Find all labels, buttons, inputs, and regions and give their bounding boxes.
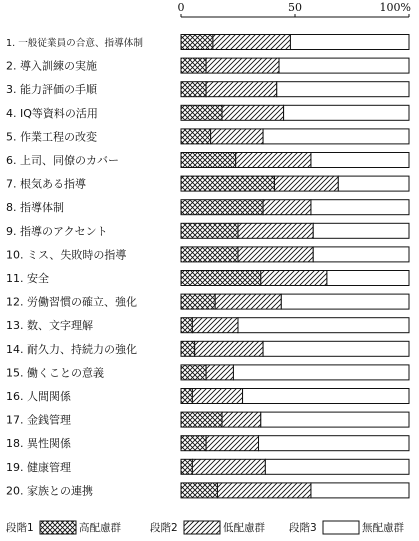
bar-segment-3 (313, 223, 409, 238)
bar-segment-3 (338, 176, 409, 191)
legend-stage: 段階1 (6, 522, 34, 534)
bar-segment-3 (243, 389, 409, 404)
category-label: 18. 異性関係 (6, 437, 71, 451)
category-label: 8. 指導体制 (6, 201, 64, 215)
bar-segment-2 (206, 436, 258, 451)
bar-segment-2 (195, 341, 263, 356)
category-label: 14. 耐久力、持続力の強化 (6, 342, 137, 356)
bar-segment-1 (181, 153, 236, 168)
bar-segment-3 (259, 436, 409, 451)
legend (6, 521, 404, 534)
x-axis (178, 1, 412, 17)
bar-segment-2 (192, 389, 242, 404)
bar-segment-1 (181, 105, 222, 120)
bar-segment-3 (238, 318, 409, 333)
bar-segment-1 (181, 459, 192, 474)
legend-label: 無配慮群 (362, 522, 404, 534)
bar-segment-2 (222, 105, 284, 120)
bar-segment-2 (206, 58, 279, 73)
bar-segment-3 (263, 129, 409, 144)
legend-swatch (323, 521, 359, 534)
category-label: 3. 能力評価の手順 (6, 83, 97, 97)
bar-segment-3 (265, 459, 409, 474)
bar-segment-2 (215, 294, 281, 309)
bar-segment-2 (261, 271, 327, 286)
bar-segment-1 (181, 271, 261, 286)
bar-segment-2 (238, 223, 313, 238)
bar-segment-3 (281, 294, 409, 309)
category-label: 11. 安全 (6, 272, 49, 285)
bar-segment-3 (261, 412, 409, 427)
category-label: 19. 健康管理 (6, 460, 71, 474)
bar-segment-2 (213, 35, 291, 50)
bar-segment-3 (290, 35, 409, 50)
bar-segment-3 (313, 247, 409, 262)
category-label: 10. ミス、失敗時の指導 (6, 248, 127, 262)
category-label: 13. 数、文字理解 (6, 319, 93, 333)
bar-segment-2 (192, 459, 265, 474)
category-labels (6, 37, 143, 497)
legend-swatch (184, 521, 220, 534)
bar-segment-1 (181, 412, 222, 427)
bar-segment-1 (181, 247, 238, 262)
legend-label: 低配慮群 (223, 522, 265, 534)
legend-swatch (40, 521, 76, 534)
bar-segment-1 (181, 223, 238, 238)
category-label: 12. 労働習慣の確立、強化 (6, 295, 137, 309)
x-tick-label: 50 (288, 1, 302, 14)
bar-segment-1 (181, 200, 263, 215)
bar-segment-2 (211, 129, 263, 144)
bar-segment-1 (181, 436, 206, 451)
bar-segment-1 (181, 129, 211, 144)
category-label: 2. 導入訓練の実施 (6, 59, 97, 73)
bar-segment-3 (277, 82, 409, 97)
bar-segment-2 (238, 247, 313, 262)
bar-segment-1 (181, 341, 195, 356)
bar-segment-1 (181, 35, 213, 50)
category-label: 16. 人間関係 (6, 390, 71, 403)
bar-segment-3 (311, 483, 409, 498)
bar-segment-3 (311, 200, 409, 215)
bar-segment-2 (274, 176, 338, 191)
category-label: 15. 働くことの意義 (6, 366, 104, 380)
bar-segment-1 (181, 318, 192, 333)
category-label: 7. 根気ある指導 (6, 177, 86, 191)
bar-segment-1 (181, 176, 274, 191)
bar-segment-2 (217, 483, 310, 498)
category-label: 1. 一般従業員の合意、指導体制 (6, 38, 143, 49)
bar-segment-3 (327, 271, 409, 286)
bar-segment-1 (181, 58, 206, 73)
bar-segment-2 (263, 200, 311, 215)
x-tick-label: 0 (177, 1, 185, 14)
category-label: 9. 指導のアクセント (6, 224, 108, 238)
bar-segment-3 (263, 341, 409, 356)
bar-segment-1 (181, 294, 215, 309)
bar-segment-3 (311, 153, 409, 168)
category-label: 20. 家族との連携 (6, 484, 93, 498)
legend-stage: 段階3 (289, 522, 317, 534)
bar-segment-3 (284, 105, 409, 120)
bar-segment-2 (192, 318, 238, 333)
category-label: 4. IQ等資料の活用 (6, 106, 98, 120)
bar-segment-3 (233, 365, 409, 380)
bars (181, 35, 409, 498)
bar-segment-2 (206, 365, 233, 380)
bar-segment-2 (222, 412, 261, 427)
bar-segment-1 (181, 82, 206, 97)
bar-segment-1 (181, 365, 206, 380)
category-label: 17. 金銭管理 (6, 413, 71, 427)
bar-segment-1 (181, 389, 192, 404)
bar-segment-2 (206, 82, 277, 97)
bar-segment-3 (279, 58, 409, 73)
legend-label: 高配慮群 (79, 522, 121, 534)
x-tick-label: 100% (379, 1, 411, 14)
legend-stage: 段階2 (150, 522, 178, 534)
category-label: 6. 上司、同僚のカバー (6, 154, 119, 167)
category-label: 5. 作業工程の改変 (6, 130, 97, 144)
bar-segment-2 (236, 153, 311, 168)
bar-segment-1 (181, 483, 217, 498)
